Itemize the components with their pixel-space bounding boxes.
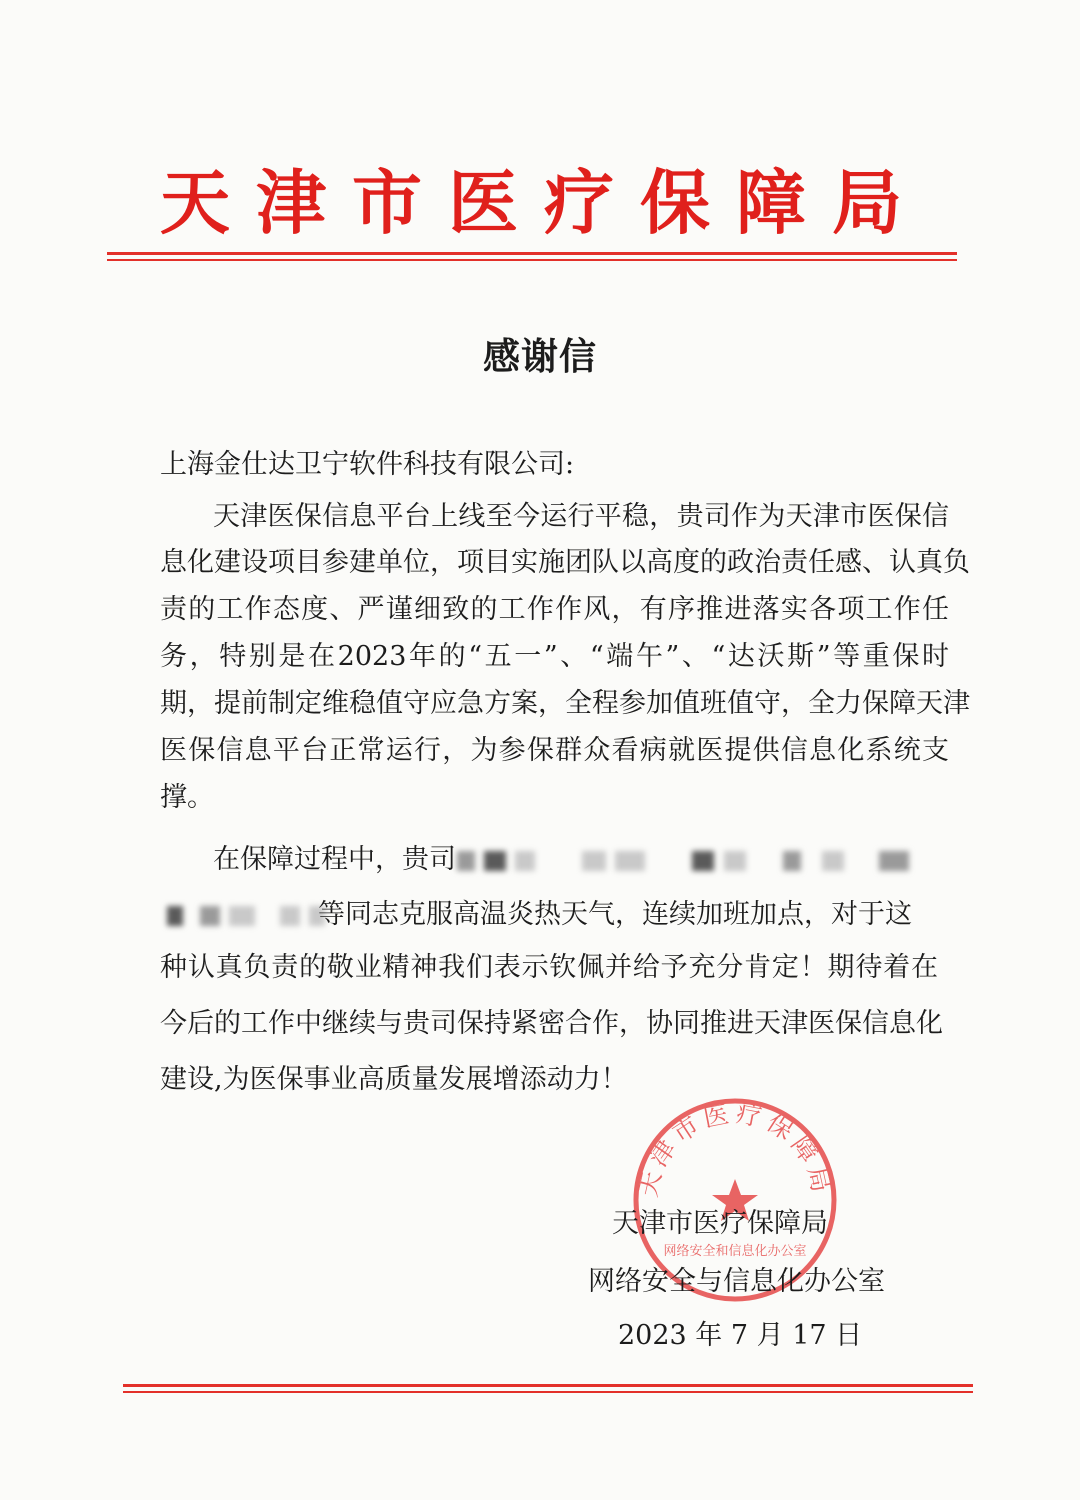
footer-rule-thick [123,1384,973,1387]
salutation: 上海金仕达卫宁软件科技有限公司: [160,449,575,480]
signature-organization: 天津市医疗保障局 [612,1208,828,1239]
paragraph-1-line-4: 务，特别是在2023年的“五一”、“端午”、“达沃斯”等重保时 [160,641,949,672]
paragraph-1-line-1: 天津医保信息平台上线至今运行平稳，贵司作为天津市医保信 [213,501,949,532]
signature-office: 网络安全与信息化办公室 [588,1266,885,1297]
paragraph-1-line-3: 责的工作态度、严谨细致的工作作风，有序推进落实各项工作任 [160,594,949,625]
paragraph-1-line-7: 撑。 [160,782,214,813]
paragraph-1-line-5: 期，提前制定维稳值守应急方案，全程参加值班值守，全力保障天津 [160,688,970,719]
paragraph-1-line-6: 医保信息平台正常运行，为参保群众看病就医提供信息化系统支 [160,735,949,766]
paragraph-1-line-2: 息化建设项目参建单位，项目实施团队以高度的政治责任感、认真负 [160,547,970,578]
letterhead-rule-thin [107,259,957,261]
redacted-names-line-2 [165,905,327,926]
letterhead-title: 天津市医疗保障局 [160,162,928,244]
footer-rule-thin [123,1391,973,1393]
paragraph-2-line-2: 等同志克服高温炎热天气，连续加班加点，对于这 [318,899,912,930]
letter-title: 感谢信 [483,335,597,378]
paragraph-2-line-3: 种认真负责的敬业精神我们表示钦佩并给予充分肯定！期待着在 [160,952,938,983]
paragraph-2-line-5: 建设,为医保事业高质量发展增添动力！ [160,1064,628,1095]
letterhead-rule-thick [107,252,957,255]
paragraph-2-lead: 在保障过程中，贵司 [213,844,456,875]
seal-inner-text: 网络安全和信息化办公室 [663,1244,807,1259]
signature-date: 2023 年 7 月 17 日 [618,1320,863,1351]
seal-ring-text: 天津市医疗保障局 [633,1098,837,1200]
paragraph-2-line-4: 今后的工作中继续与贵司保持紧密合作，协同推进天津医保信息化 [160,1008,943,1039]
redacted-names-line-1 [455,850,911,871]
